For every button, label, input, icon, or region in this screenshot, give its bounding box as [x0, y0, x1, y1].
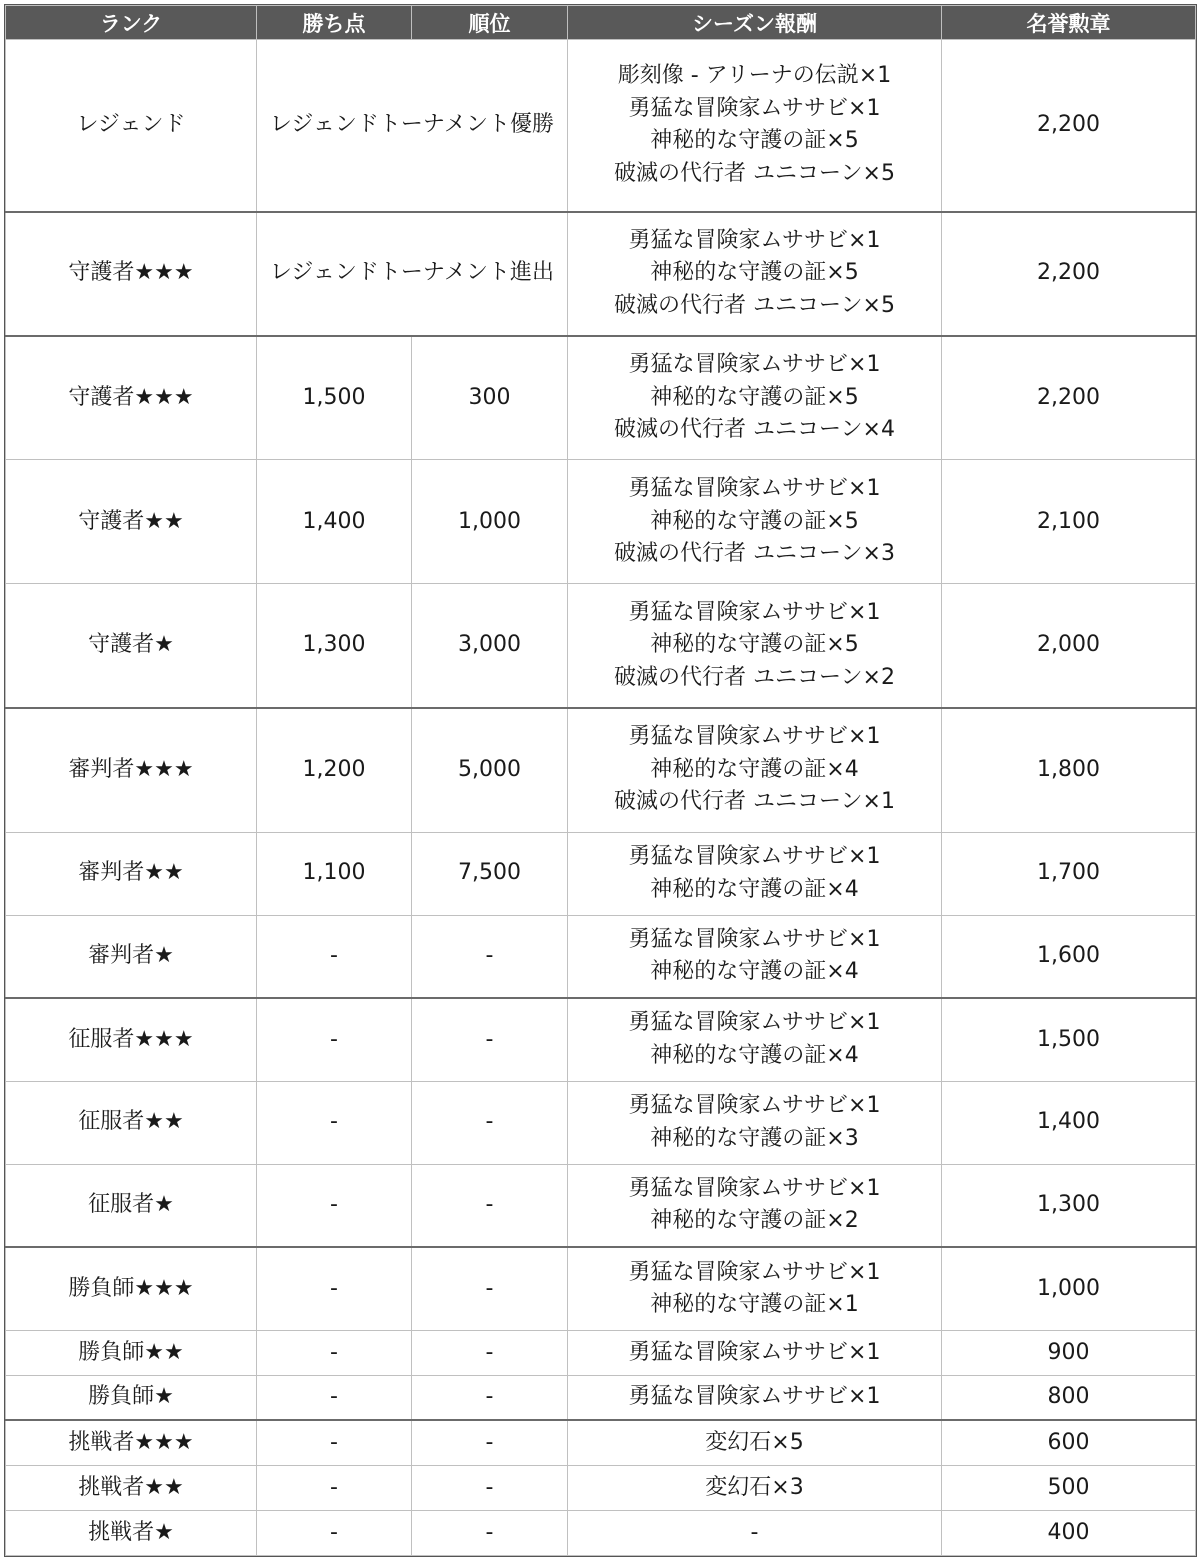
medal-cell: 1,000 — [942, 1247, 1196, 1330]
medal-cell: 1,600 — [942, 915, 1196, 998]
medal-cell: 2,100 — [942, 460, 1196, 584]
rank-cell: 征服者★★ — [6, 1081, 257, 1164]
points-cell: - — [257, 1164, 412, 1247]
reward-cell — [568, 915, 942, 998]
medal-cell: 400 — [942, 1510, 1196, 1555]
reward-cell — [568, 1420, 942, 1465]
medal-cell: 1,800 — [942, 708, 1196, 832]
order-cell: - — [412, 1330, 568, 1375]
table-row — [6, 460, 1196, 584]
order-cell: - — [412, 915, 568, 998]
reward-item: 破滅の代行者 ユニコーン×3 — [614, 541, 895, 567]
reward-item: 神秘的な守護の証×4 — [650, 1042, 859, 1068]
rank-cell: 守護者★★ — [6, 460, 257, 584]
rank-cell: 守護者★★★ — [6, 212, 257, 336]
order-cell: 5,000 — [412, 708, 568, 832]
medal-cell: 600 — [942, 1420, 1196, 1465]
rank-cell: 勝負師★★★ — [6, 1247, 257, 1330]
reward-cell — [568, 1164, 942, 1247]
order-cell: 300 — [412, 336, 568, 460]
order-cell: - — [412, 1510, 568, 1555]
medal-cell: 1,700 — [942, 832, 1196, 915]
reward-cell — [568, 1375, 942, 1420]
reward-item: 勇猛な冒険家ムササビ×1 — [628, 476, 881, 502]
reward-cell — [568, 40, 942, 212]
reward-item: 勇猛な冒険家ムササビ×1 — [628, 844, 881, 870]
rank-cell: 勝負師★★ — [6, 1330, 257, 1375]
rank-cell: 勝負師★ — [6, 1375, 257, 1420]
medal-cell: 900 — [942, 1330, 1196, 1375]
points-cell: - — [257, 1247, 412, 1330]
reward-item: 勇猛な冒険家ムササビ×1 — [628, 227, 881, 253]
reward-item: 勇猛な冒険家ムササビ×1 — [628, 1259, 881, 1285]
rank-cell: 守護者★ — [6, 584, 257, 708]
reward-item: 勇猛な冒険家ムササビ×1 — [628, 926, 881, 952]
points-cell: - — [257, 915, 412, 998]
medal-cell: 1,300 — [942, 1164, 1196, 1247]
reward-cell — [568, 1510, 942, 1555]
points-cell: 1,200 — [257, 708, 412, 832]
points-cell: - — [257, 1330, 412, 1375]
reward-item: 破滅の代行者 ユニコーン×4 — [614, 417, 895, 443]
rank-cell: 審判者★★★ — [6, 708, 257, 832]
points-cell: - — [257, 1375, 412, 1420]
reward-cell — [568, 1247, 942, 1330]
table-row — [6, 584, 1196, 708]
header-honor-medals: 名誉勲章 — [942, 6, 1196, 40]
table-row — [6, 1375, 1196, 1420]
reward-item: 神秘的な守護の証×4 — [650, 876, 859, 902]
rank-cell: 審判者★★ — [6, 832, 257, 915]
table-row — [6, 1330, 1196, 1375]
points-cell: 1,300 — [257, 584, 412, 708]
rank-cell: レジェンド — [6, 40, 257, 212]
medal-cell: 1,500 — [942, 998, 1196, 1081]
points-cell: - — [257, 1465, 412, 1510]
table-row — [6, 212, 1196, 336]
points-cell: 1,400 — [257, 460, 412, 584]
reward-item: 神秘的な守護の証×1 — [650, 1292, 859, 1317]
table-row — [6, 336, 1196, 460]
reward-item: 勇猛な冒険家ムササビ×1 — [628, 1010, 881, 1036]
reward-item: 勇猛な冒険家ムササビ×1 — [628, 1384, 881, 1410]
reward-item: 勇猛な冒険家ムササビ×1 — [628, 1093, 881, 1119]
reward-item: 破滅の代行者 ユニコーン×1 — [614, 789, 895, 815]
reward-cell — [568, 998, 942, 1081]
table-body — [6, 40, 1196, 1556]
reward-item: 勇猛な冒険家ムササビ×1 — [628, 95, 881, 121]
reward-item: 神秘的な守護の証×4 — [650, 959, 859, 985]
reward-cell — [568, 212, 942, 336]
table-row — [6, 40, 1196, 212]
points-cell: 1,500 — [257, 336, 412, 460]
table-row — [6, 1510, 1196, 1555]
order-cell: 1,000 — [412, 460, 568, 584]
reward-item: 破滅の代行者 ユニコーン×2 — [614, 664, 895, 690]
reward-item: 破滅の代行者 ユニコーン×5 — [614, 160, 895, 186]
order-cell: 7,500 — [412, 832, 568, 915]
header-rank: ランク — [6, 6, 257, 40]
reward-cell — [568, 1081, 942, 1164]
rank-cell: 審判者★ — [6, 915, 257, 998]
reward-item: 神秘的な守護の証×5 — [650, 632, 859, 658]
qualification-cell: レジェンドトーナメント優勝 — [257, 40, 568, 212]
table-row — [6, 1081, 1196, 1164]
table-row — [6, 832, 1196, 915]
rank-cell: 挑戦者★★★ — [6, 1420, 257, 1465]
qualification-cell: レジェンドトーナメント進出 — [257, 212, 568, 336]
reward-item: 神秘的な守護の証×2 — [650, 1208, 859, 1234]
points-cell: - — [257, 1420, 412, 1465]
order-cell: - — [412, 1375, 568, 1420]
rank-cell: 守護者★★★ — [6, 336, 257, 460]
table-row — [6, 1164, 1196, 1247]
reward-item: 勇猛な冒険家ムササビ×1 — [628, 352, 881, 378]
reward-item: 神秘的な守護の証×5 — [650, 260, 859, 286]
rank-cell: 挑戦者★★ — [6, 1465, 257, 1510]
medal-cell: 2,000 — [942, 584, 1196, 708]
points-cell: - — [257, 998, 412, 1081]
reward-cell — [568, 1330, 942, 1375]
reward-item: 神秘的な守護の証×5 — [650, 384, 859, 410]
header-row — [6, 6, 1196, 40]
reward-item: 勇猛な冒険家ムササビ×1 — [628, 1175, 881, 1201]
rank-cell: 挑戦者★ — [6, 1510, 257, 1555]
order-cell: - — [412, 1465, 568, 1510]
rank-cell: 征服者★★★ — [6, 998, 257, 1081]
reward-item: 勇猛な冒険家ムササビ×1 — [628, 1339, 881, 1365]
order-cell: - — [412, 1420, 568, 1465]
reward-item: 彫刻像 - アリーナの伝説×1 — [617, 63, 892, 89]
reward-item: 神秘的な守護の証×3 — [650, 1125, 859, 1151]
reward-cell — [568, 460, 942, 584]
order-cell: - — [412, 998, 568, 1081]
table-row — [6, 708, 1196, 832]
table-row — [6, 1420, 1196, 1465]
reward-item: 変幻石×5 — [705, 1429, 804, 1455]
points-cell: 1,100 — [257, 832, 412, 915]
points-cell: - — [257, 1510, 412, 1555]
header-season-reward: シーズン報酬 — [568, 6, 942, 40]
header-points: 勝ち点 — [257, 6, 412, 40]
reward-item: 神秘的な守護の証×5 — [650, 128, 859, 154]
reward-cell — [568, 1465, 942, 1510]
table-row — [6, 1465, 1196, 1510]
rank-cell: 征服者★ — [6, 1164, 257, 1247]
season-reward-table — [5, 5, 1196, 1556]
reward-item: 変幻石×3 — [705, 1474, 804, 1500]
reward-cell — [568, 584, 942, 708]
reward-cell — [568, 336, 942, 460]
points-cell: - — [257, 1081, 412, 1164]
table-row — [6, 915, 1196, 998]
reward-item: 破滅の代行者 ユニコーン×5 — [614, 292, 895, 318]
order-cell: 3,000 — [412, 584, 568, 708]
medal-cell: 2,200 — [942, 212, 1196, 336]
table-row — [6, 1247, 1196, 1330]
reward-item: - — [750, 1519, 759, 1545]
medal-cell: 500 — [942, 1465, 1196, 1510]
reward-item: 勇猛な冒険家ムササビ×1 — [628, 724, 881, 750]
order-cell: - — [412, 1164, 568, 1247]
medal-cell: 800 — [942, 1375, 1196, 1420]
reward-cell — [568, 832, 942, 915]
medal-cell: 1,400 — [942, 1081, 1196, 1164]
medal-cell: 2,200 — [942, 40, 1196, 212]
order-cell: - — [412, 1247, 568, 1330]
reward-cell — [568, 708, 942, 832]
medal-cell: 2,200 — [942, 336, 1196, 460]
reward-item: 勇猛な冒険家ムササビ×1 — [628, 599, 881, 625]
reward-item: 神秘的な守護の証×4 — [650, 756, 859, 782]
table-row — [6, 998, 1196, 1081]
order-cell: - — [412, 1081, 568, 1164]
header-order: 順位 — [412, 6, 568, 40]
reward-item: 神秘的な守護の証×5 — [650, 508, 859, 534]
